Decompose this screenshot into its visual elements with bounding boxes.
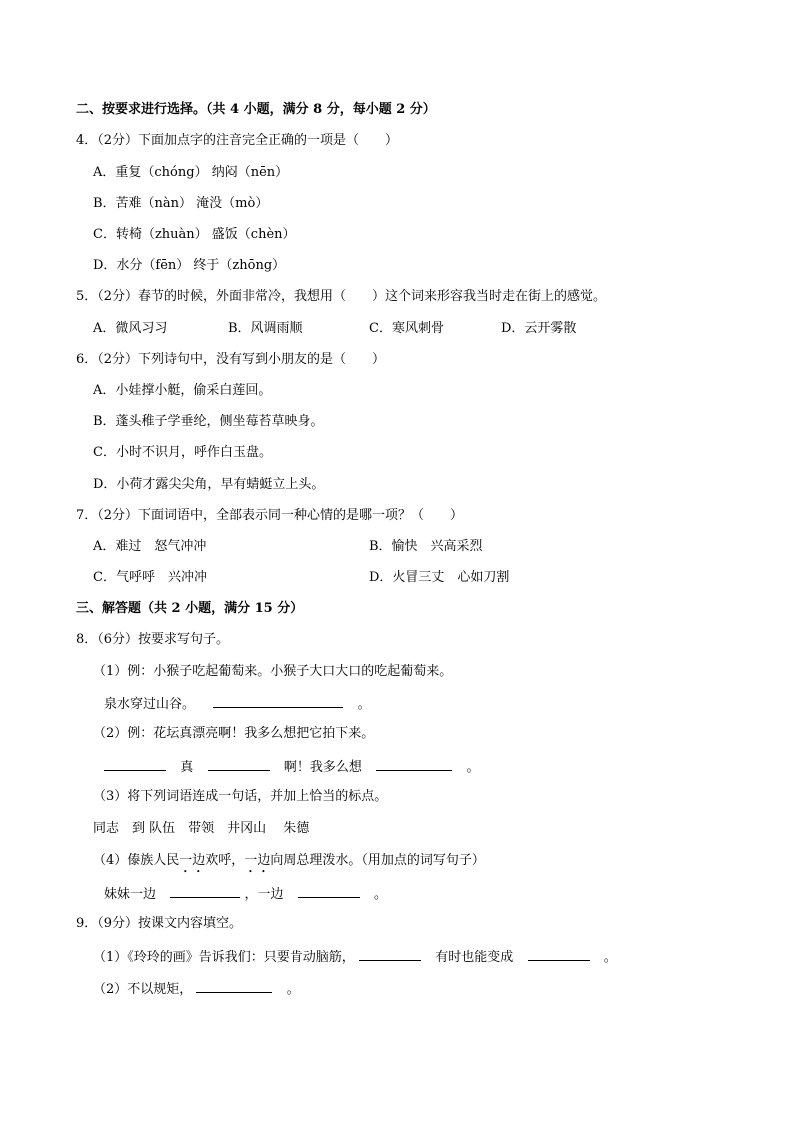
question-7-option-c: C．气呼呼 兴冲冲: [93, 570, 207, 585]
sentence-end-mark: 。: [357, 697, 371, 712]
answer-blank[interactable]: [213, 694, 343, 708]
question-5-option-c: C．寒风刺骨: [369, 321, 444, 336]
instruction-text: 欢呼，: [205, 853, 245, 868]
question-7-stem: 7．（2分）下面词语中，全部表示同一种心情的是哪一项？（ ）: [76, 508, 464, 523]
question-8-stem: 8．（6分）按要求写句子。: [76, 632, 230, 647]
sentence-end-mark: 。: [603, 950, 617, 965]
question-9-part-2: [93, 979, 300, 999]
question-8-part-2-text-1: 真: [180, 760, 194, 775]
question-9-part-1: [93, 947, 617, 967]
question-4-option-d: D．水分（fēn） 终于（zhōng）: [93, 258, 286, 273]
question-6-option-a: A．小娃撑小艇，偷采白莲回。: [93, 383, 272, 398]
question-5-option-b: B．风调雨顺: [228, 321, 303, 336]
section-2-heading: 二、按要求进行选择。（共 4 小题，满分 8 分，每小题 2 分）: [76, 102, 436, 117]
question-4-option-a: A．重复（chóng） 纳闷（nēn）: [93, 165, 289, 180]
question-5-option-d: D．云开雾散: [501, 321, 577, 336]
instruction-text: （4）傣族人民: [93, 853, 180, 868]
instruction-text: 向周总理泼水。（用加点的词写句子）: [270, 853, 485, 868]
question-8-part-3-instruction: （3）将下列词语连成一句话，并加上恰当的标点。: [93, 789, 388, 804]
question-7-option-a: A．难过 怒气冲冲: [93, 539, 207, 554]
question-8-part-1-prompt: 泉水穿过山谷。: [104, 697, 196, 712]
question-8-part-1-answer-line: [104, 694, 371, 714]
question-4-option-b: B．苦难（nàn） 淹没（mò）: [93, 196, 269, 211]
question-8-part-2-text-2: 啊！我多么想: [283, 760, 362, 775]
question-9-part-1-text-a: （1）《玲玲的画》告诉我们：只要肯动脑筋，: [93, 950, 355, 965]
question-8-part-4-prompt: 妹妹一边: [104, 887, 157, 902]
question-8-part-4-instruction: [93, 852, 485, 876]
dotted-word: 一边: [244, 853, 271, 868]
question-6-option-c: C．小时不识月，呼作白玉盘。: [93, 445, 272, 460]
question-4-stem: 4．（2分）下面加点字的注音完全正确的一项是（ ）: [76, 133, 399, 148]
question-8-part-2-example: （2）例：花坛真漂亮啊！我多么想把它拍下来。: [93, 726, 375, 741]
question-9-part-1-text-b: 有时也能变成: [435, 950, 514, 965]
answer-blank[interactable]: [208, 757, 270, 771]
answer-blank[interactable]: [359, 947, 421, 961]
answer-blank[interactable]: [196, 979, 272, 993]
question-8-part-4-answer-line: [104, 884, 387, 904]
question-7-option-d: D．火冒三丈 心如刀割: [369, 570, 510, 585]
question-4-option-c: C．转椅（zhuàn） 盛饭（chèn）: [93, 227, 296, 242]
sentence-end-mark: 。: [374, 887, 388, 902]
question-6-stem: 6．（2分）下列诗句中，没有写到小朋友的是（ ）: [76, 352, 386, 367]
question-9-part-2-text: （2）不以规矩，: [93, 982, 193, 997]
answer-blank[interactable]: [376, 757, 452, 771]
question-6-option-b: B．蓬头稚子学垂纶，侧坐莓苔草映身。: [93, 414, 324, 429]
question-8-part-3-words: 同志 到 队伍 带领 井冈山 朱德: [93, 821, 310, 836]
question-5-stem: 5．（2分）春节的时候，外面非常冷，我想用（ ）这个词来形容我当时走在街上的感觉。: [76, 289, 607, 304]
question-7-option-b: B．愉快 兴高采烈: [369, 539, 483, 554]
question-5-option-a: A．微风习习: [93, 321, 168, 336]
sentence-end-mark: 。: [286, 982, 300, 997]
question-8-part-1-example: （1）例：小猴子吃起葡萄来。小猴子大口大口的吃起葡萄来。: [93, 664, 453, 679]
answer-blank[interactable]: [298, 884, 360, 898]
answer-blank[interactable]: [104, 757, 166, 771]
answer-blank[interactable]: [170, 884, 240, 898]
dotted-word: 一边: [179, 853, 206, 868]
sentence-end-mark: 。: [466, 760, 480, 775]
section-3-heading: 三、解答题（共 2 小题，满分 15 分）: [76, 601, 304, 616]
question-6-option-d: D．小荷才露尖尖角，早有蜻蜓立上头。: [93, 477, 325, 492]
question-8-part-4-mid: ，一边: [244, 887, 284, 902]
answer-blank[interactable]: [528, 947, 590, 961]
question-8-part-2-answer-line: [104, 757, 479, 777]
question-9-stem: 9．（9分）按课文内容填空。: [76, 916, 243, 931]
